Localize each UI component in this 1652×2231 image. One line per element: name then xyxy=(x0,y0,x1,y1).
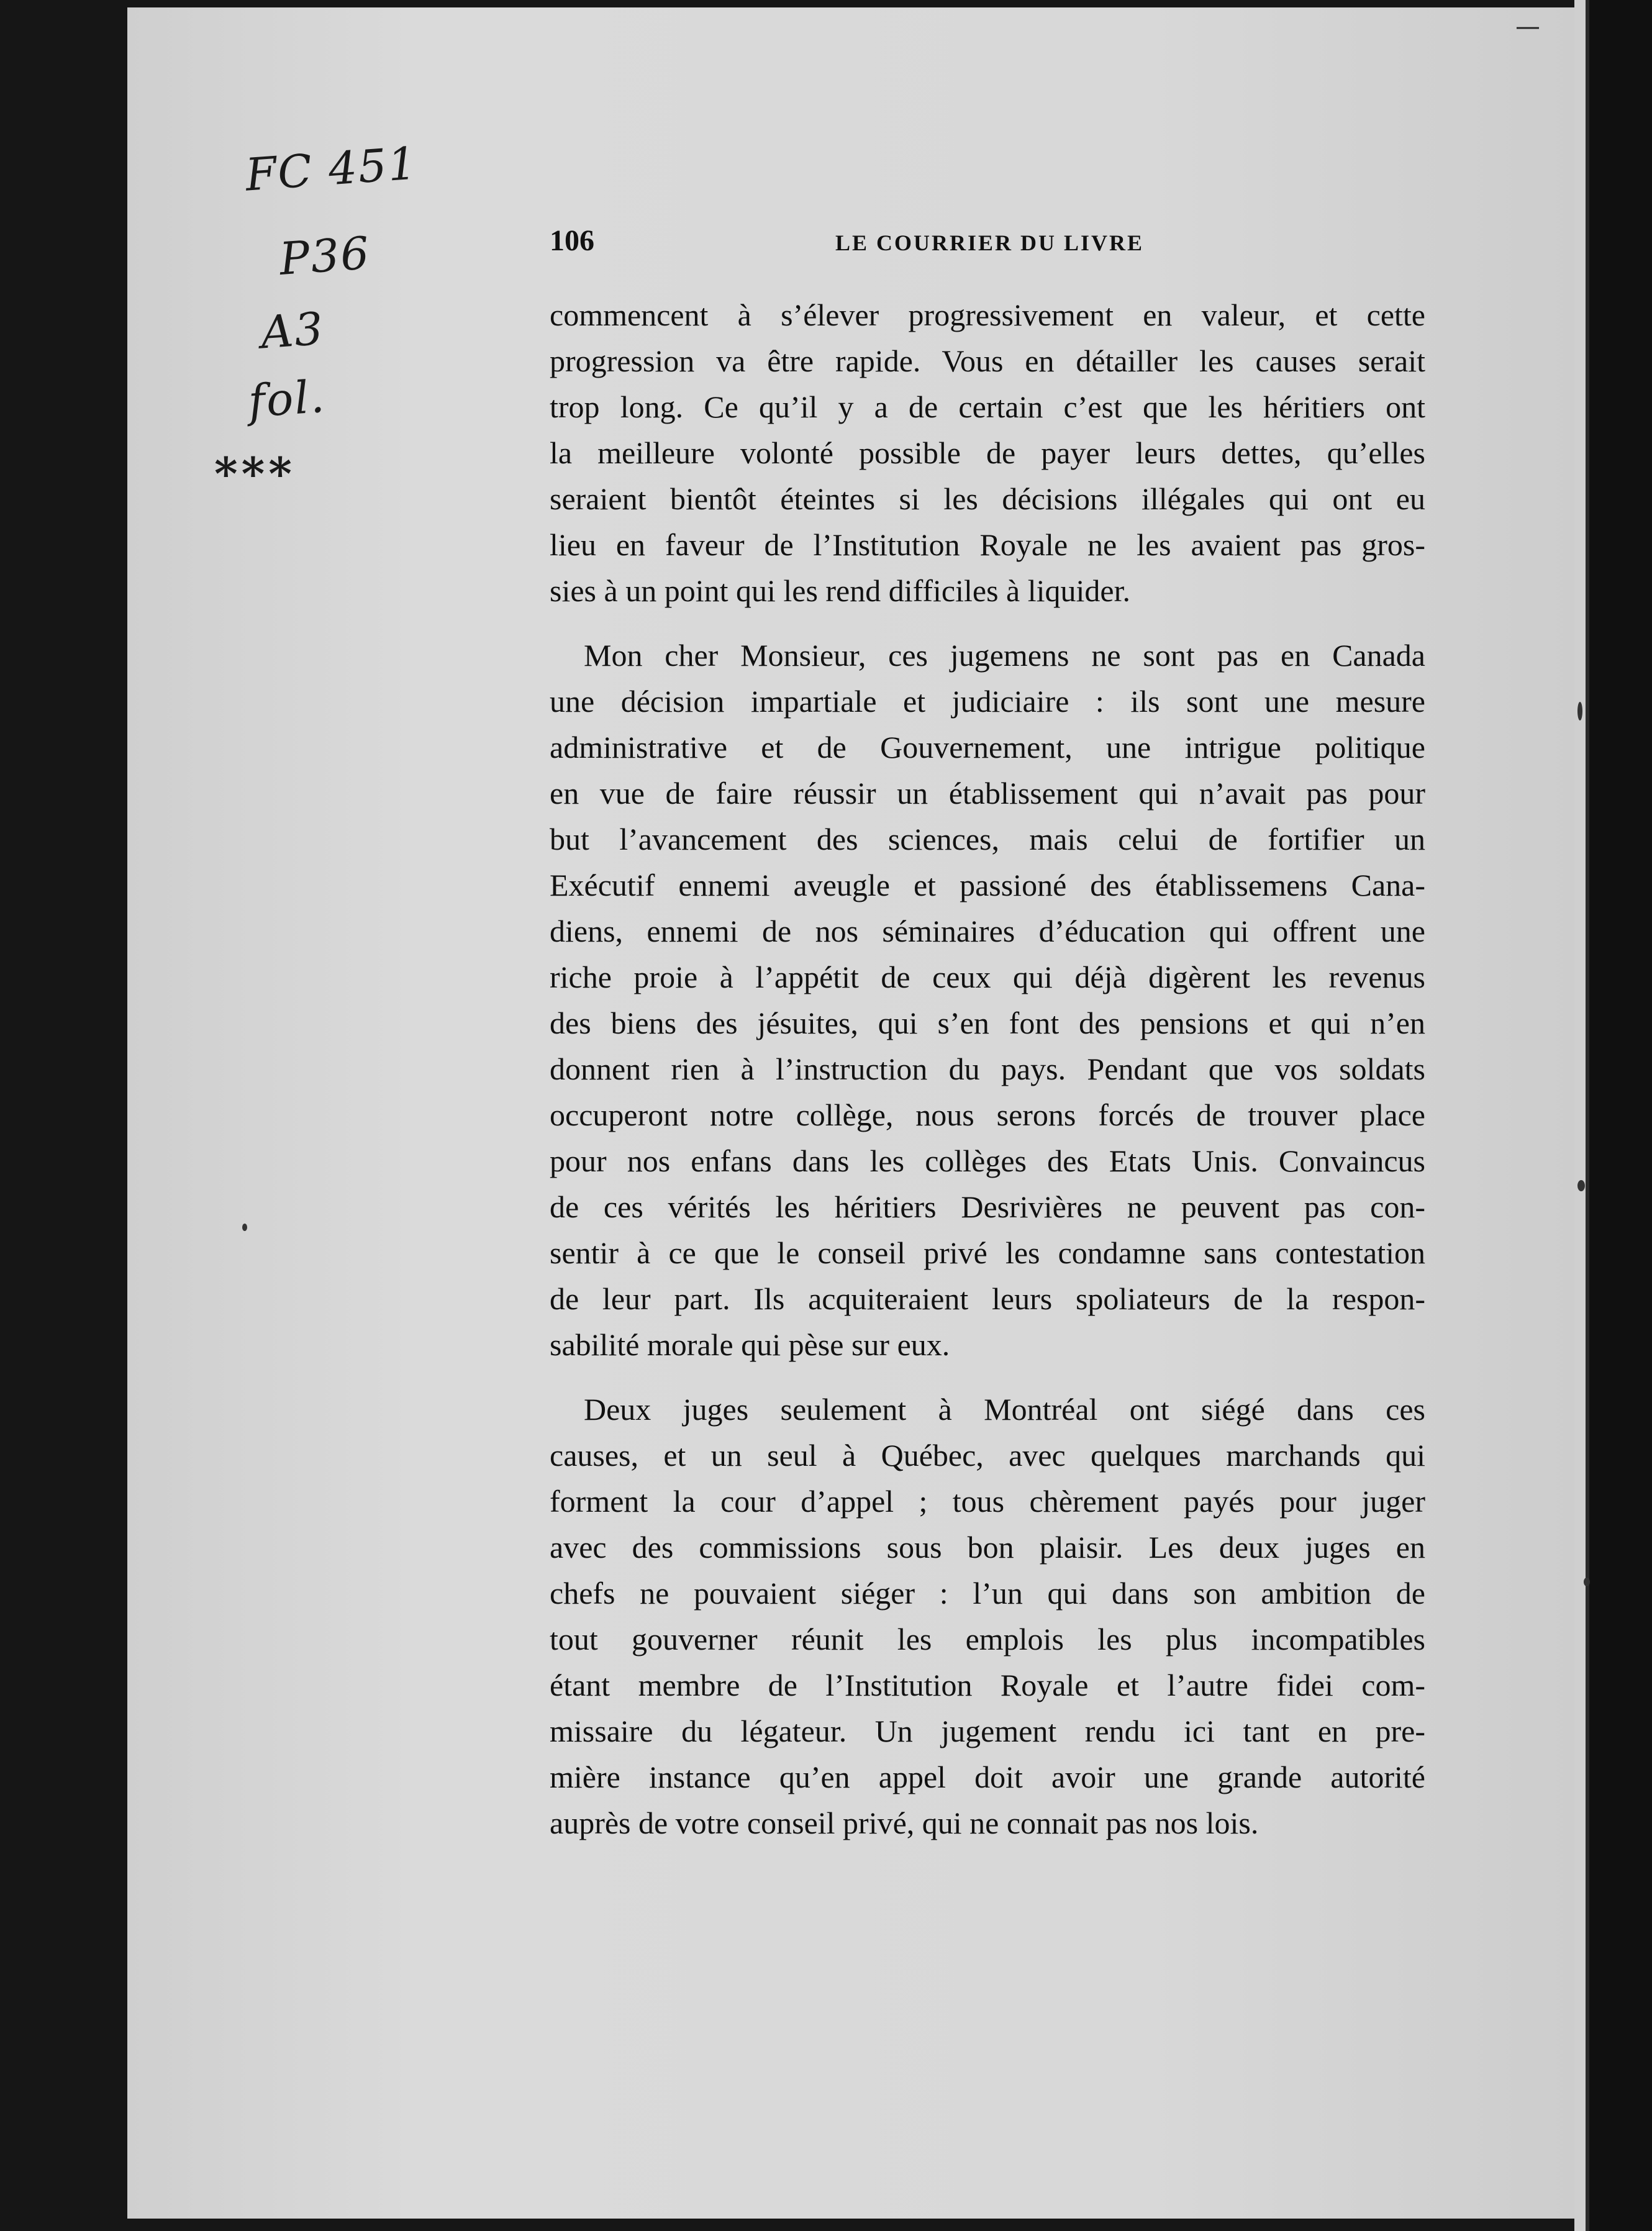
text-line: mière instance qu’en appel doit avoir une grande autorité xyxy=(550,1760,1425,1794)
text-line: causes, et un seul à Québec, avec quelques marchands qui xyxy=(550,1438,1425,1473)
call-number-line-2: P36 xyxy=(278,227,372,285)
paragraph xyxy=(550,292,1425,614)
text-line: en vue de faire réussir un établissement qui n’avait pas pour xyxy=(550,776,1425,811)
paragraph xyxy=(550,1386,1425,1846)
text-line: tout gouverner réunit les emplois les plus incompatibles xyxy=(550,1622,1425,1656)
text-line: forment la cour d’appel ; tous chèrement payés pour juger xyxy=(550,1484,1425,1519)
text-line: la meilleure volonté possible de payer leurs dettes, qu’elles xyxy=(550,435,1425,470)
text-line: progression va être rapide. Vous en détailler les causes serait xyxy=(550,343,1425,378)
text-line: donnent rien à l’instruction du pays. Pendant que vos soldats xyxy=(550,1052,1425,1086)
text-line: sentir à ce que le conseil privé les condamne sans contestation xyxy=(550,1235,1425,1270)
scan-speck xyxy=(1577,702,1582,720)
text-line: de leur part. Ils acquiteraient leurs spoliateurs de la respon- xyxy=(550,1281,1425,1316)
text-line: commencent à s’élever progressivement en valeur, et cette xyxy=(550,298,1425,332)
scan-speck xyxy=(1584,1578,1590,1586)
text-line: avec des commissions sous bon plaisir. Les deux juges en xyxy=(550,1530,1425,1565)
text-line: sies à un point qui les rend difficiles à liquider. xyxy=(550,573,1131,608)
paragraph xyxy=(550,632,1425,1368)
text-line: sabilité morale qui pèse sur eux. xyxy=(550,1327,950,1362)
text-line: chefs ne pouvaient siéger : l’un qui dans son ambition de xyxy=(550,1576,1425,1611)
text-line: Deux juges seulement à Montréal ont siégé dans ces xyxy=(584,1392,1425,1427)
text-line: administrative et de Gouvernement, une intrigue politique xyxy=(550,730,1425,765)
corner-mark: — xyxy=(1515,12,1540,41)
text-line: de ces vérités les héritiers Desrivières ne peuvent pas con- xyxy=(550,1189,1425,1224)
text-line: des biens des jésuites, qui s’en font des pensions et qui n’en xyxy=(550,1006,1425,1040)
text-line: pour nos enfans dans les collèges des Etats Unis. Convaincus xyxy=(550,1143,1425,1178)
text-line: riche proie à l’appétit de ceux qui déjà digèrent les revenus xyxy=(550,960,1425,994)
text-line: occuperont notre collège, nous serons forcés de trouver place xyxy=(550,1097,1425,1132)
dark-scan-border xyxy=(1589,0,1652,2231)
scan-speck xyxy=(1577,1180,1585,1191)
text-line: trop long. Ce qu’il y a de certain c’est que les héritiers ont xyxy=(550,389,1425,424)
scan-speck xyxy=(242,1224,247,1231)
page-edge xyxy=(1574,0,1586,2231)
text-line: diens, ennemi de nos séminaires d’éducation qui offrent une xyxy=(550,914,1425,948)
text-line: missaire du légateur. Un jugement rendu ici tant en pre- xyxy=(550,1714,1425,1748)
asterisk-marks: *** xyxy=(214,447,296,500)
text-line: seraient bientôt éteintes si les décisions illégales qui ont eu xyxy=(550,481,1425,516)
text-line: Mon cher Monsieur, ces jugemens ne sont pas en Canada xyxy=(584,638,1425,673)
body-text xyxy=(550,292,1425,1846)
call-number-line-4: fol. xyxy=(247,370,327,428)
text-line: auprès de votre conseil privé, qui ne connait pas nos lois. xyxy=(550,1806,1259,1840)
running-title: LE COURRIER DU LIVRE xyxy=(835,230,1145,255)
text-line: Exécutif ennemi aveugle et passioné des établissemens Cana- xyxy=(550,868,1425,902)
call-number-line-1: FC 451 xyxy=(243,137,419,201)
call-number-line-3: A3 xyxy=(259,302,326,359)
page-number: 106 xyxy=(550,224,594,257)
page-header xyxy=(550,224,1425,267)
text-line: étant membre de l’Institution Royale et l’autre fidei com- xyxy=(550,1668,1425,1702)
text-line: une décision impartiale et judiciaire : ils sont une mesure xyxy=(550,684,1425,719)
text-line: but l’avancement des sciences, mais celui de fortifier un xyxy=(550,822,1425,857)
text-line: lieu en faveur de l’Institution Royale ne les avaient pas gros- xyxy=(550,527,1425,562)
